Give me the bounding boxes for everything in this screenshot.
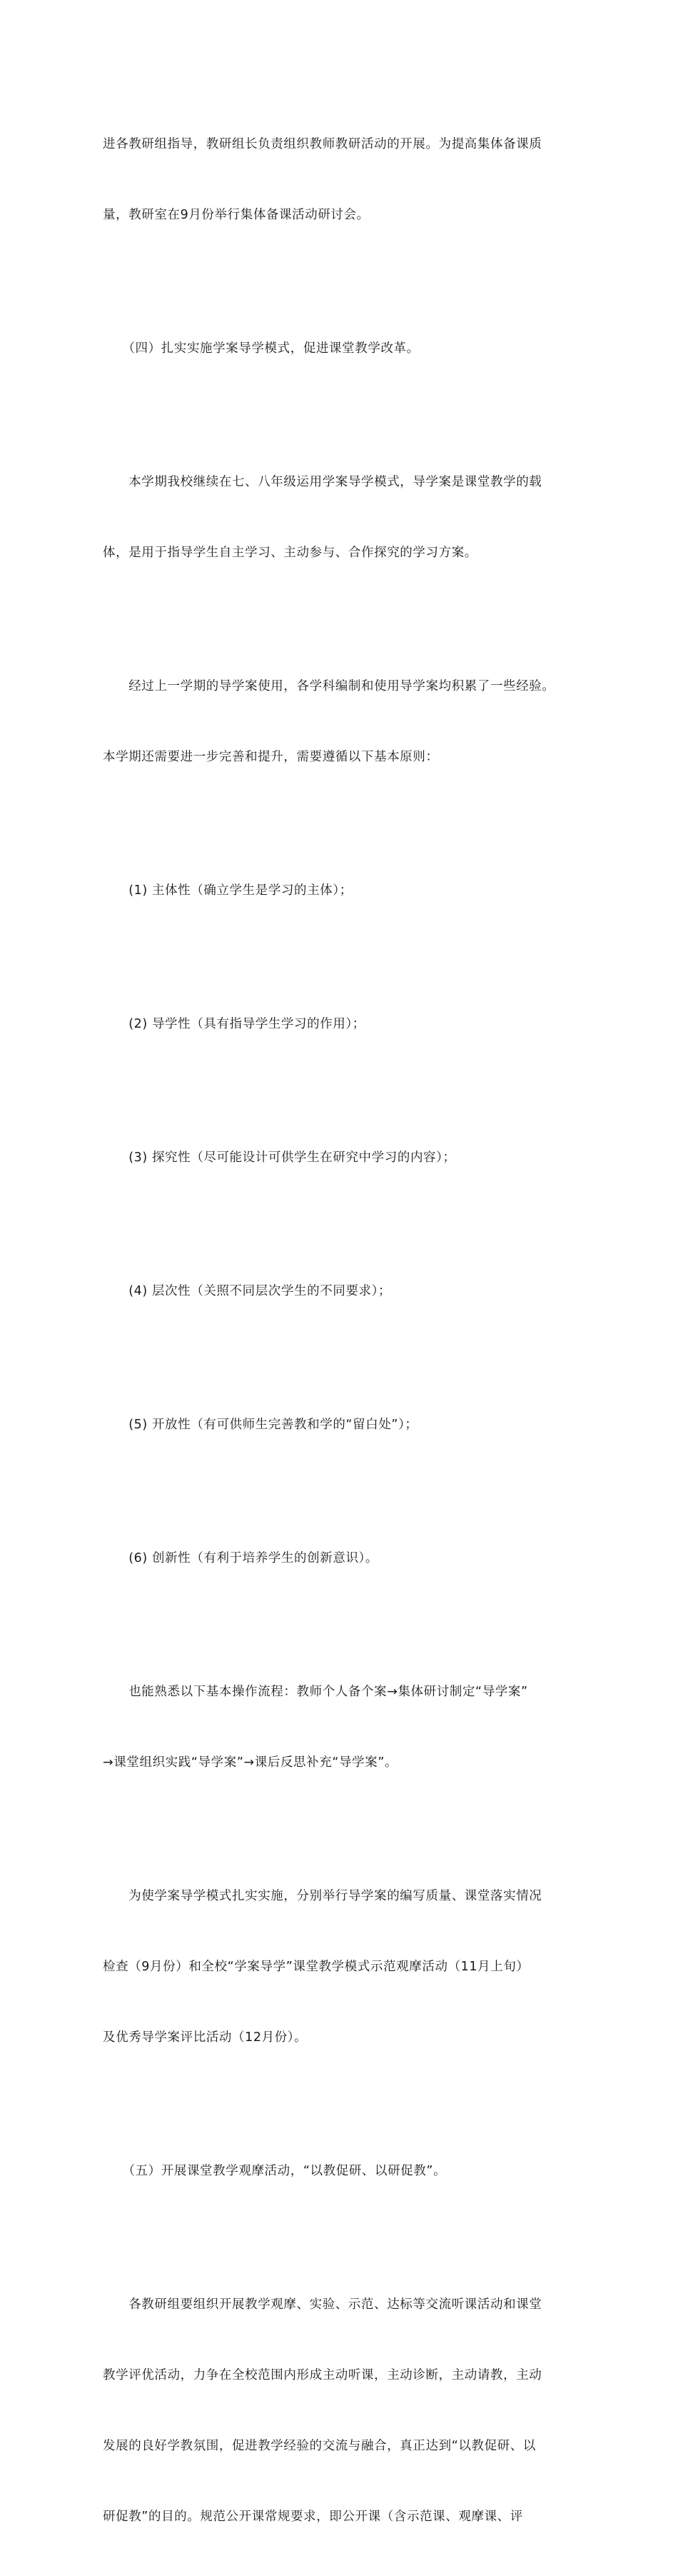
principle-item-5 xyxy=(103,1366,578,1484)
paragraph-collective-prep xyxy=(103,86,578,274)
list-item: (5) 开放性（有可供师生完善教和学的“留白处”）； xyxy=(103,1418,418,1432)
list-item: (3) 探究性（尽可能设计可供学生在研究中学习的内容）； xyxy=(103,1151,456,1165)
paragraph-principles-intro xyxy=(103,628,578,816)
heading-line: （五）开展课堂教学观摩活动，“以教促研、以研促教”。 xyxy=(103,2164,447,2178)
text-line: 及优秀导学案评比活动（12月份）。 xyxy=(103,2030,308,2045)
list-item: (1) 主体性（确立学生是学习的主体）； xyxy=(103,883,353,898)
text-line: →课堂组织实践“导学案”→课后反思补充“导学案”。 xyxy=(103,1755,398,1770)
text-line: 本学期我校继续在七、八年级运用学案导学模式，导学案是课堂教学的载 xyxy=(103,475,542,489)
section-heading-4 xyxy=(103,290,578,408)
text-line: 进各教研组指导，教研组长负责组织教师教研活动的开展。为提高集体备课质 xyxy=(103,137,542,151)
principle-item-3 xyxy=(103,1099,578,1217)
text-line: 量，教研室在9月份举行集体备课活动研讨会。 xyxy=(103,208,370,222)
principle-item-4 xyxy=(103,1233,578,1350)
principle-item-2 xyxy=(103,966,578,1083)
paragraph-guided-learning xyxy=(103,424,578,612)
text-line: 研促教”的目的。规范公开课常规要求，即公开课（含示范课、观摩课、评 xyxy=(103,2510,523,2524)
text-line: 各教研组要组织开展教学观摩、实验、示范、达标等交流听课活动和课堂 xyxy=(103,2297,542,2312)
document-body xyxy=(103,86,578,2576)
list-item: (6) 创新性（有利于培养学生的创新意识）。 xyxy=(103,1551,378,1565)
list-item: (2) 导学性（具有指导学生学习的作用）； xyxy=(103,1017,365,1031)
list-item: (4) 层次性（关照不同层次学生的不同要求）； xyxy=(103,1284,392,1298)
text-line: 体，是用于指导学生自主学习、主动参与、合作探究的学习方案。 xyxy=(103,546,477,560)
text-line: 教学评优活动，力争在全校范围内形成主动听课，主动诊断，主动请教，主动 xyxy=(103,2368,542,2382)
heading-line: （四）扎实实施学案导学模式，促进课堂教学改革。 xyxy=(103,341,420,356)
paragraph-observation xyxy=(103,2246,578,2576)
principle-item-6 xyxy=(103,1500,578,1618)
section-heading-5 xyxy=(103,2113,578,2230)
principle-item-1 xyxy=(103,832,578,950)
text-line: 检查（9月份）和全校“学案导学”课堂教学模式示范观摩活动（11月上旬） xyxy=(103,1960,530,1974)
text-line: 发展的良好学教氛围，促进教学经验的交流与融合，真正达到“以教促研、以 xyxy=(103,2439,536,2453)
paragraph-inspection xyxy=(103,1838,578,2097)
text-line: 本学期还需要进一步完善和提升，需要遵循以下基本原则： xyxy=(103,750,439,764)
text-line: 经过上一学期的导学案使用，各学科编制和使用导学案均积累了一些经验。 xyxy=(103,679,555,693)
text-line: 为使学案导学模式扎实实施，分别举行导学案的编写质量、课堂落实情况 xyxy=(103,1889,542,1903)
paragraph-workflow xyxy=(103,1633,578,1822)
text-line: 也能熟悉以下基本操作流程：教师个人备个案→集体研讨制定“导学案” xyxy=(103,1685,528,1699)
